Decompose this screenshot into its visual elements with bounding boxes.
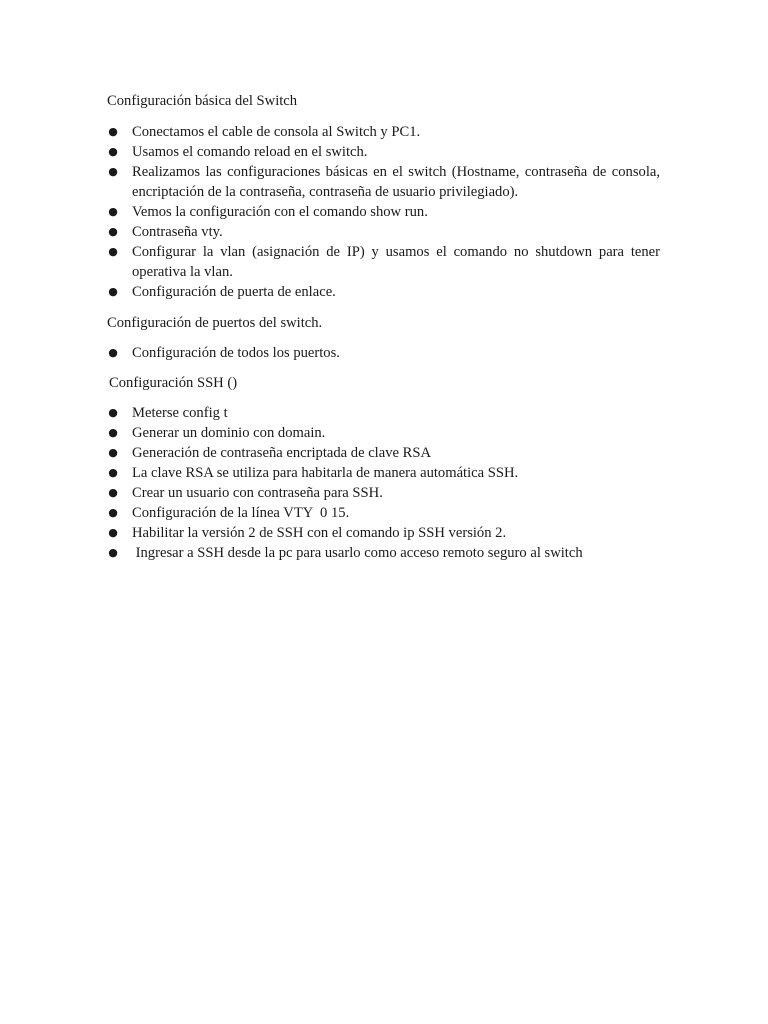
list-item-text: Meterse config t	[132, 405, 228, 421]
bullet-icon: ●	[108, 466, 118, 479]
section-heading-ssh-config: Configuración SSH ()	[109, 375, 238, 391]
list-item	[107, 142, 660, 162]
list-item-text: Habilitar la versión 2 de SSH con el comando ip SSH versión 2.	[132, 525, 507, 541]
list-item-text: Ingresar a SSH desde la pc para usarlo como acceso remoto seguro al switch	[132, 545, 583, 561]
list-ports-config	[107, 343, 660, 363]
list-item	[107, 483, 660, 503]
section-heading-ports-config: Configuración de puertos del switch.	[107, 315, 323, 331]
bullet-icon: ●	[108, 225, 118, 238]
list-item	[107, 503, 660, 523]
bullet-icon: ●	[108, 346, 118, 359]
list-item	[107, 523, 660, 543]
list-item	[107, 202, 660, 222]
bullet-icon: ●	[108, 125, 118, 138]
list-item	[107, 162, 660, 202]
bullet-icon: ●	[108, 446, 118, 459]
list-item	[107, 423, 660, 443]
list-item-text: Generar un dominio con domain.	[132, 425, 326, 441]
list-item	[107, 122, 660, 142]
list-item-text: Vemos la configuración con el comando show run.	[132, 204, 428, 220]
list-item	[107, 222, 660, 242]
list-item-text: La clave RSA se utiliza para habitarla de manera automática SSH.	[132, 465, 519, 481]
bullet-icon: ●	[108, 145, 118, 158]
list-item-text: Configurar la vlan (asignación de IP) y usamos el comando no shutdown para tener operativa la vlan.	[132, 244, 660, 280]
bullet-icon: ●	[108, 406, 118, 419]
bullet-icon: ●	[108, 506, 118, 519]
bullet-icon: ●	[108, 486, 118, 499]
list-item-text: Conectamos el cable de consola al Switch y PC1.	[132, 124, 421, 140]
list-item	[107, 443, 660, 463]
list-item	[107, 543, 660, 563]
list-item	[107, 463, 660, 483]
list-item	[107, 242, 660, 282]
list-item-text: Configuración de la línea VTY 0 15.	[132, 505, 350, 521]
list-item-text: Crear un usuario con contraseña para SSH.	[132, 485, 383, 501]
bullet-icon: ●	[108, 285, 118, 298]
bullet-icon: ●	[108, 165, 118, 178]
bullet-icon: ●	[108, 526, 118, 539]
section-heading-basic-config: Configuración básica del Switch	[107, 93, 298, 109]
bullet-icon: ●	[108, 546, 118, 559]
list-item-text: Contraseña vty.	[132, 224, 223, 240]
list-item	[107, 403, 660, 423]
list-item	[107, 282, 660, 302]
bullet-icon: ●	[108, 205, 118, 218]
bullet-icon: ●	[108, 245, 118, 258]
list-item-text: Generación de contraseña encriptada de clave RSA	[132, 445, 432, 461]
bullet-icon: ●	[108, 426, 118, 439]
list-ssh-config	[107, 403, 660, 563]
list-item	[107, 343, 660, 363]
list-basic-config	[107, 122, 660, 302]
list-item-text: Realizamos las configuraciones básicas en el switch (Hostname, contraseña de consola, encriptación de la contraseña, contraseña de usuario privilegiado).	[132, 164, 660, 200]
list-item-text: Usamos el comando reload en el switch.	[132, 144, 368, 160]
list-item-text: Configuración de todos los puertos.	[132, 345, 340, 361]
list-item-text: Configuración de puerta de enlace.	[132, 284, 336, 300]
